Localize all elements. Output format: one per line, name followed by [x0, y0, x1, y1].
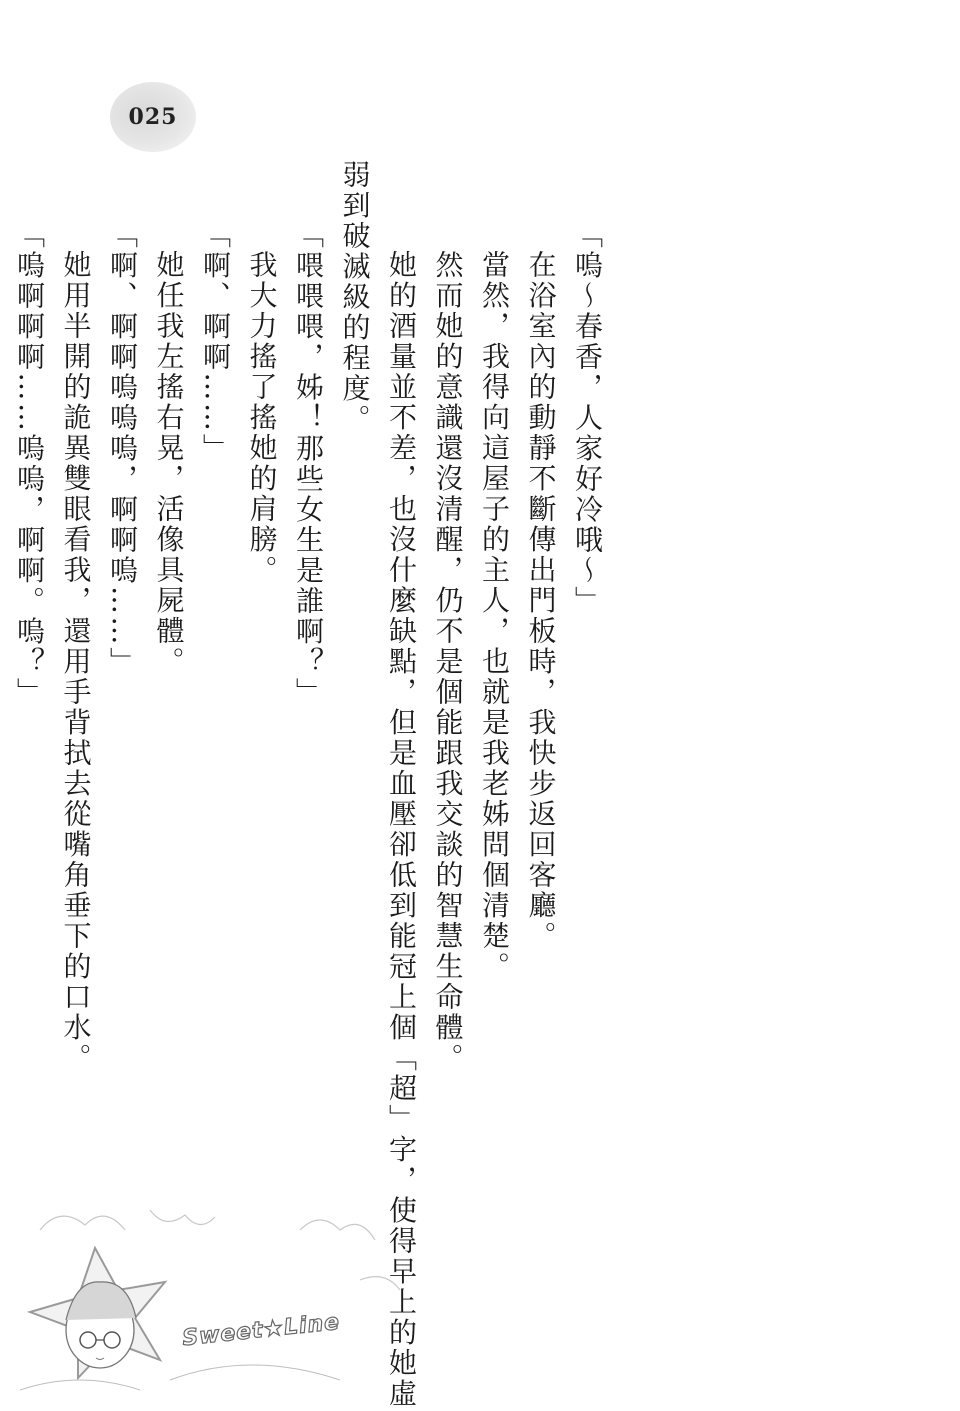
text-line: 「啊、啊啊……」	[199, 220, 232, 464]
text-line: 弱到破滅級的程度。	[338, 160, 372, 435]
text-line: 「嗚啊啊啊……嗚嗚，啊啊。嗚？」	[13, 220, 46, 708]
text-line: 在浴室內的動靜不斷傳出門板時，我快步返回客廳。	[524, 250, 558, 952]
text-line: 然而她的意識還沒清醒，仍不是個能跟我交談的智慧生命體。	[431, 250, 465, 1074]
text-line: 她任我左搖右晃，活像具屍體。	[152, 250, 186, 677]
text-line: 「嗚～春香，人家好冷哦～」	[571, 220, 604, 617]
text-line: 她的酒量並不差，也沒什麼缺點，但是血壓卻低到能冠上個「超」字，使得早上的她虛	[385, 250, 418, 1409]
text-line: 當然，我得向這屋子的主人，也就是我老姊問個清楚。	[478, 250, 511, 982]
text-line: 我大力搖了搖她的肩膀。	[245, 250, 279, 586]
text-line: 她用半開的詭異雙眼看我，還用手背拭去從嘴角垂下的口水。	[59, 250, 93, 1074]
brand-logo: Sweet★Line	[181, 1309, 342, 1352]
page-number: 025	[110, 82, 196, 152]
text-line: 「喂喂喂，姊！那些女生是誰啊？」	[292, 220, 325, 708]
footer-illustration	[0, 1190, 520, 1411]
character-face-icon	[66, 1282, 136, 1368]
text-line: 「啊、啊啊嗚嗚嗚，啊啊嗚……」	[106, 220, 139, 678]
